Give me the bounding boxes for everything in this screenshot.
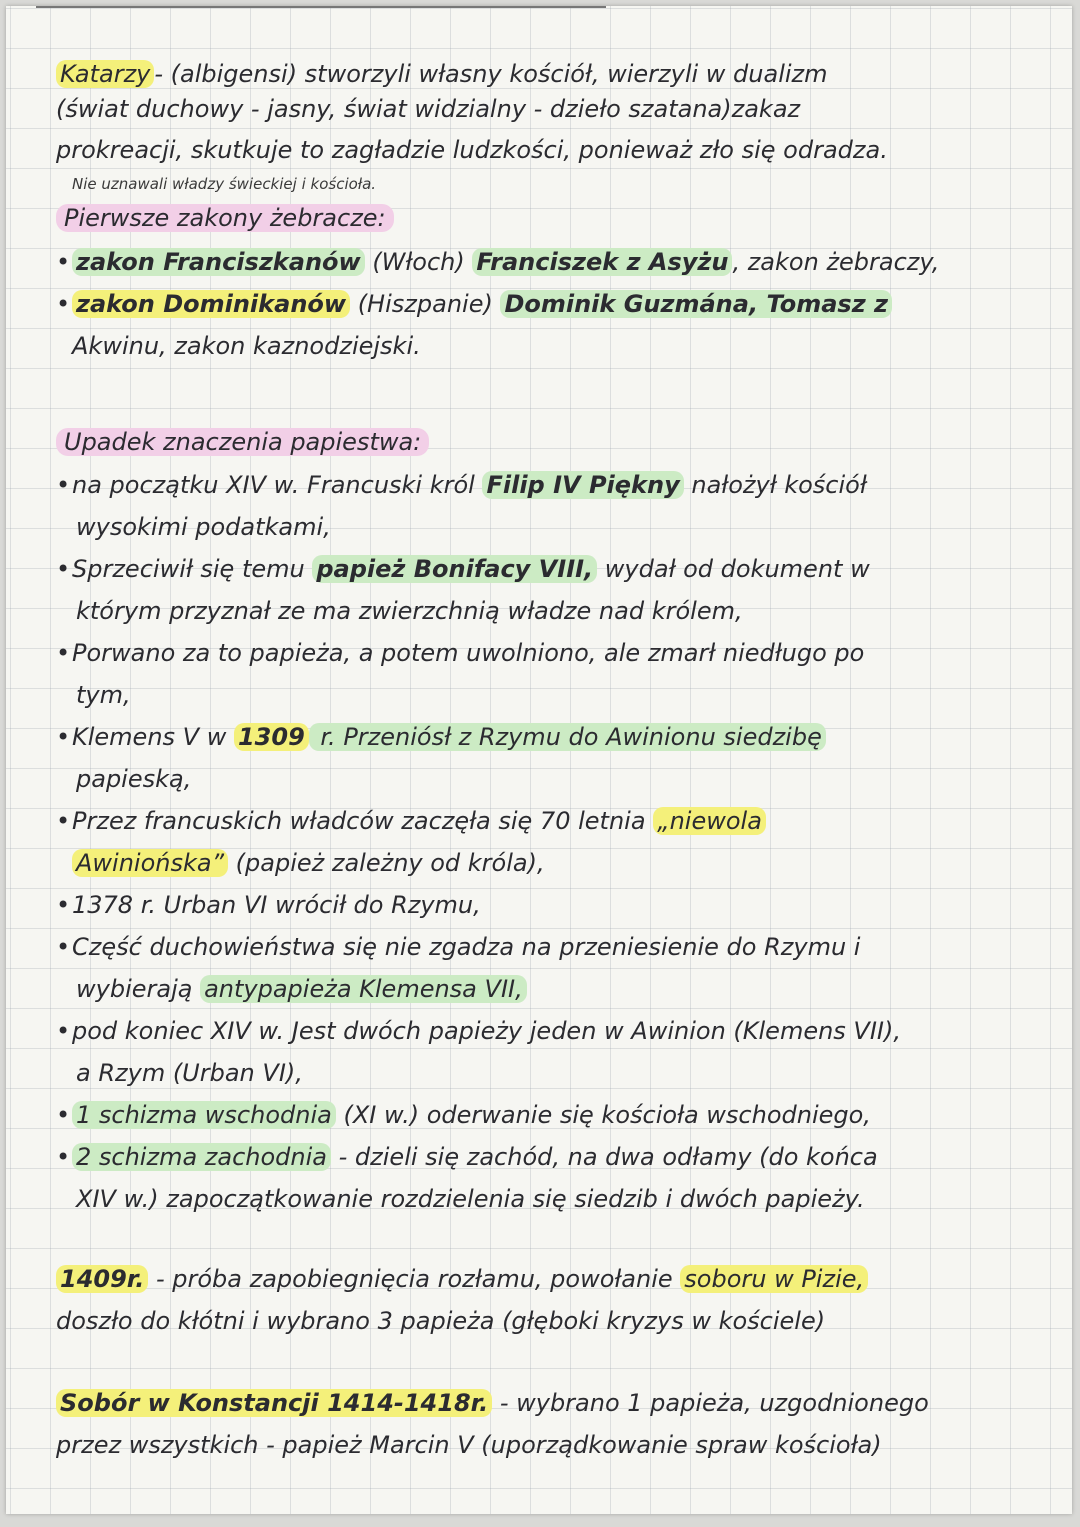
katarzy-line-3: prokreacji, skutkuje to zagładzie ludzkości, ponieważ zło się odradza. <box>56 136 888 164</box>
upadek-bullet-7: •Część duchowieństwa się nie zgadza na przeniesienie do Rzymu i <box>56 933 861 961</box>
upadek-bullet-5-cont: Awiniońska” (papież zależny od króla), <box>72 847 545 879</box>
pisa-line-1: 1409r. - próba zapobiegnięcia rozłamu, powołanie soboru w Pizie, <box>56 1263 868 1295</box>
zakony-item-1: • zakon Franciszkanów (Włoch) Franciszek z Asyżu , zakon żebraczy, <box>56 248 940 276</box>
upadek-bullet-2: •Sprzeciwił się temu papież Bonifacy VIII, wydał od dokument w <box>56 555 870 583</box>
upadek-bullet-8-cont: a Rzym (Urban VI), <box>76 1059 303 1087</box>
notebook-page <box>6 6 1072 1514</box>
upadek-bullet-6: •1378 r. Urban VI wrócił do Rzymu, <box>56 891 481 919</box>
page-top-edge <box>36 6 606 8</box>
upadek-bullet-7-cont: wybierają antypapieża Klemensa VII, <box>76 973 527 1005</box>
upadek-bullet-4: •Klemens V w 1309 r. Przeniósł z Rzymu do Awinionu siedzibę <box>56 721 826 753</box>
zakony-item-2: • zakon Dominikanów (Hiszpanie) Dominik Guzmána, Tomasz z <box>56 288 892 320</box>
katarzy-line-2: (świat duchowy - jasny, świat widzialny - dzieło szatana)zakaz <box>56 95 801 123</box>
upadek-bullet-2-cont: którym przyznał ze ma zwierzchnią władze nad królem, <box>76 597 743 625</box>
upadek-bullet-9: • 1 schizma wschodnia (XI w.) oderwanie się kościoła wschodniego, <box>56 1101 871 1129</box>
konstancja-line-2: przez wszystkich - papież Marcin V (uporządkowanie spraw kościoła) <box>56 1431 882 1459</box>
zakony-heading: Pierwsze zakony żebracze: <box>56 202 394 234</box>
upadek-bullet-4-cont: papieską, <box>76 765 192 793</box>
konstancja-line-1: Sobór w Konstancji 1414-1418r. - wybrano 1 papieża, uzgodnionego <box>56 1387 929 1419</box>
upadek-bullet-8: •pod koniec XIV w. Jest dwóch papieży jeden w Awinion (Klemens VII), <box>56 1017 901 1045</box>
upadek-heading: Upadek znaczenia papiestwa: <box>56 426 429 458</box>
upadek-bullet-3-cont: tym, <box>76 681 131 709</box>
upadek-bullet-1-cont: wysokimi podatkami, <box>76 513 331 541</box>
upadek-bullet-5: •Przez francuskich władców zaczęła się 70 letnia „niewola <box>56 805 766 837</box>
upadek-bullet-10-cont: XIV w.) zapoczątkowanie rozdzielenia się siedzib i dwóch papieży. <box>76 1185 865 1213</box>
pisa-line-2: doszło do kłótni i wybrano 3 papieża (głęboki kryzys w kościele) <box>56 1307 826 1335</box>
upadek-bullet-1: •na początku XIV w. Francuski król Filip IV Piękny nałożył kościół <box>56 471 867 499</box>
katarzy-note: Nie uznawali władzy świeckiej i kościoła. <box>72 175 377 193</box>
katarzy-term: Katarzy <box>56 60 154 88</box>
katarzy-line-1: Katarzy - (albigensi) stworzyli własny kościół, wierzyli w dualizm <box>56 58 828 90</box>
upadek-bullet-10: • 2 schizma zachodnia - dzieli się zachód, na dwa odłamy (do końca <box>56 1143 878 1171</box>
zakony-item-2-cont: Akwinu, zakon kaznodziejski. <box>72 332 421 360</box>
upadek-bullet-3: •Porwano za to papieża, a potem uwolniono, ale zmarł niedługo po <box>56 639 865 667</box>
